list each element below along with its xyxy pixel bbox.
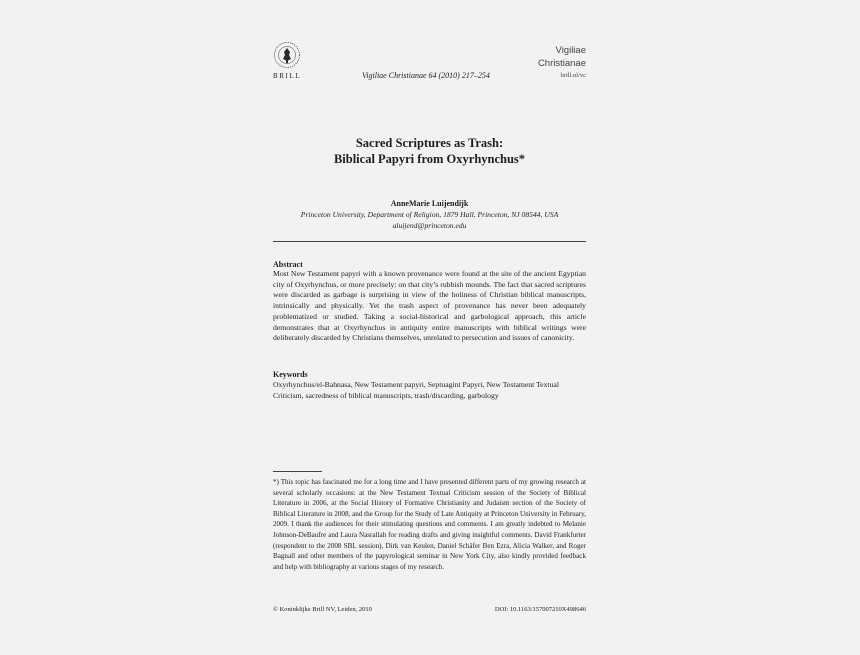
keywords-text: Oxyrhynchus/el-Bahnasa, New Testament papyri, Septuagint Papyri, New Testament Textual Criticism, sacredness of biblical manuscripts, trash/discarding, garbology — [273, 380, 559, 400]
abstract-heading: Abstract — [273, 260, 303, 269]
brill-seal-icon — [272, 41, 302, 69]
title-line2: Biblical Papyri from Oxyrhynchus* — [333, 152, 526, 166]
header-divider — [273, 241, 586, 242]
article-title — [273, 135, 586, 167]
journal-name-line2: Christianae — [537, 58, 586, 69]
title-line1: Sacred Scriptures as Trash: — [355, 136, 504, 150]
journal-name — [520, 44, 586, 70]
author-affiliation-block — [273, 210, 586, 231]
footnote-text: *) This topic has fascinated me for a long time and I have presented different parts of my growing research at several scholarly occasions: at the New Testament Textual Criticism session of the Society of Biblical Literature in 2006, at the Social History of Formative Christianity and Judaism section of the Society of Biblical Literature in 2008, and the Group for the Study of Late Antiquity at Princeton University in February, 2009. I thank the audiences for their stimulating questions and comments. I am greatly indebted to Melanie Johnson-DeBaufre and Laura Nasrallah for reading drafts and giving insightful comments. David Frankfurter (respondent to the 2008 SBL session), Dirk van Keulen, Daniel Schäfer Ben Ezra, Alicia Walker, and Roger Bagnall and other members of the papyrological seminar in New York City, also kindly provided feedback and help with bibliography at various stages of my research. — [273, 478, 586, 571]
journal-name-line1: Vigiliae — [555, 45, 586, 56]
journal-url[interactable]: brill.nl/vc — [560, 72, 586, 79]
footnote-divider — [273, 471, 322, 472]
copyright-notice: © Koninklijke Brill NV, Leiden, 2010 — [273, 606, 372, 613]
author-affiliation: Princeton University, Department of Religion, 1879 Hall, Princeton, NJ 08544, USA — [300, 210, 559, 219]
author-name: AnneMarie Luijendijk — [390, 199, 469, 208]
author-email[interactable]: aluijend@princeton.edu — [392, 220, 467, 230]
doi[interactable]: DOI: 10.1163/157007210X498646 — [494, 606, 586, 613]
abstract-text: Most New Testament papyri with a known provenance were found at the site of the ancient Egyptian city of Oxyrhynchus, or more precisely: on that city’s rubbish mounds. The fact that sacred scriptures were discarded as garbage is surprising in view of the holiness of Christian biblical manuscripts, intrinsically and physically. Yet the trash aspect of provenance has never been adequately problematized or studied. Taking a social-historical and garbological approach, this article demonstrates that at Oxyrhynchus in antiquity entire manuscripts with biblical writings were deliberately discarded by Christians themselves, unrelated to persecution and issues of canonicity. — [273, 269, 586, 343]
publisher-name: BRILL — [273, 72, 302, 80]
keywords-heading: Keywords — [273, 370, 308, 379]
journal-citation: Vigiliae Christianae 64 (2010) 217–254 — [362, 71, 490, 80]
